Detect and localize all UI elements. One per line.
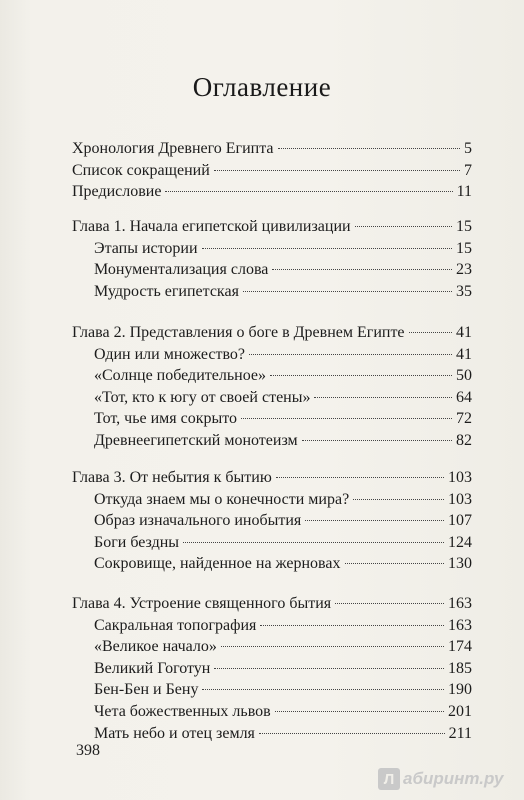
toc-entry-label: «Тот, кто к югу от своей стены» (94, 388, 311, 406)
toc-entry-label: Хронология Древнего Египта (72, 140, 274, 157)
toc-entry-label: Предисловие (72, 183, 162, 201)
dot-leader (355, 226, 452, 227)
toc-entry-label: Откуда знаем мы о конечности мира? (94, 490, 350, 508)
watermark-text: абиринт.ру (403, 769, 504, 788)
toc-entry-page: 107 (448, 512, 472, 530)
dot-leader (335, 603, 444, 604)
toc-entry-page: 15 (456, 218, 472, 235)
toc-entry-label: Мать небо и отец земля (94, 724, 255, 742)
dot-leader (345, 563, 445, 564)
toc-entry-label: Один или множество? (94, 345, 245, 363)
dot-leader (249, 354, 452, 355)
dot-leader (302, 440, 452, 441)
toc-subentry (94, 259, 472, 281)
toc-entry-label: Глава 3. От небытия к бытию (72, 469, 272, 486)
toc-entry (72, 322, 472, 344)
toc-entry-label: Боги бездны (94, 533, 180, 551)
toc-entry-label: Бен-Бен и Бену (94, 681, 199, 699)
toc-entry-label: Этапы истории (94, 239, 198, 257)
toc-entry (72, 138, 472, 160)
toc-subentry (94, 553, 472, 575)
dot-leader (260, 625, 444, 626)
toc-entry (72, 181, 472, 203)
toc-entry-page: 190 (448, 681, 472, 699)
toc-entry-page: 5 (464, 140, 472, 157)
toc-entry-label: Глава 1. Начала египетской цивилизации (72, 218, 351, 235)
dot-leader (314, 397, 452, 398)
toc-entry-page: 124 (448, 533, 472, 551)
dot-leader (214, 170, 460, 171)
dot-leader (221, 646, 444, 647)
toc-subentry (94, 615, 472, 637)
toc-entry-label: Великий Гоготун (94, 659, 211, 677)
page-title: Оглавление (192, 72, 332, 102)
toc-entry-page: 163 (448, 616, 472, 634)
dot-leader (214, 668, 444, 669)
dot-leader (259, 733, 445, 734)
watermark (378, 764, 503, 794)
toc-entry (72, 160, 472, 182)
toc-subentry (94, 430, 472, 452)
toc-entry-page: 35 (456, 282, 472, 300)
dot-leader (276, 477, 444, 478)
toc-subentry (94, 636, 472, 658)
toc-subentry (94, 489, 472, 511)
toc-entry-label: Глава 4. Устроение священного бытия (72, 595, 332, 612)
dot-leader (243, 291, 452, 292)
dot-leader (270, 375, 452, 376)
toc-subentry (94, 510, 472, 532)
toc-entry-label: «Великое начало» (94, 638, 217, 656)
toc-entry-page: 174 (448, 638, 472, 656)
toc-entry (72, 216, 472, 238)
toc-entry-page: 82 (456, 432, 472, 449)
toc-entry-page: 23 (456, 261, 472, 279)
toc-entry-page: 15 (456, 239, 472, 257)
toc-entry-page: 103 (448, 490, 472, 508)
toc-entry-label: Глава 2. Представления о боге в Древнем Египте (72, 324, 405, 341)
toc-entry-page: 7 (464, 161, 472, 179)
toc-entry-page: 50 (456, 367, 472, 385)
toc-entry-label: Чета божественных львов (94, 703, 271, 720)
toc-entry-page: 163 (448, 595, 472, 612)
toc-subentry (94, 701, 472, 723)
toc-entry-page: 72 (456, 410, 472, 428)
labirint-logo-icon: Л (378, 768, 400, 790)
toc-subentry (94, 281, 472, 303)
toc-entry-label: Образ изначального инобытия (94, 512, 302, 530)
toc-subentry (94, 723, 472, 745)
toc-subentry (94, 238, 472, 260)
toc-subentry (94, 387, 472, 409)
toc-entry-label: Сокровище, найденное на жерновах (94, 555, 341, 573)
toc-subentry (94, 344, 472, 366)
toc-entry (72, 467, 472, 489)
dot-leader (202, 248, 452, 249)
toc-entry-label: Монументализация слова (94, 261, 269, 279)
dot-leader (272, 269, 452, 270)
toc-entry-page: 185 (448, 659, 472, 677)
toc-entry-page: 41 (456, 345, 472, 363)
toc-subentry (94, 365, 472, 387)
dot-leader (305, 520, 444, 521)
toc-subentry (94, 532, 472, 554)
dot-leader (165, 191, 452, 192)
toc-entry-label: Сакральная топография (94, 616, 257, 634)
toc-entry-label: Древнеегипетский монотеизм (94, 432, 298, 449)
toc-subentry (94, 679, 472, 701)
toc-entry-page: 201 (448, 703, 472, 720)
dot-leader (241, 418, 452, 419)
toc-entry-page: 103 (448, 469, 472, 486)
page-number: 398 (76, 742, 100, 759)
dot-leader (409, 332, 452, 333)
toc-subentry (94, 658, 472, 680)
toc-entry-page: 130 (448, 555, 472, 573)
toc-entry-page: 11 (456, 183, 472, 201)
dot-leader (275, 711, 444, 712)
toc-subentry (94, 408, 472, 430)
toc-entry-label: Тот, чье имя сокрыто (94, 410, 238, 428)
toc-entry-page: 41 (456, 324, 472, 341)
toc-entry-label: «Солнце победительное» (94, 367, 266, 385)
toc-entry (72, 593, 472, 615)
dot-leader (202, 689, 444, 690)
toc-entry-page: 211 (448, 724, 472, 742)
dot-leader (183, 542, 444, 543)
dot-leader (353, 499, 444, 500)
dot-leader (278, 148, 460, 149)
toc-entry-label: Список сокращений (72, 161, 210, 179)
toc-entry-label: Мудрость египетская (94, 282, 239, 300)
toc-entry-page: 64 (456, 388, 472, 406)
